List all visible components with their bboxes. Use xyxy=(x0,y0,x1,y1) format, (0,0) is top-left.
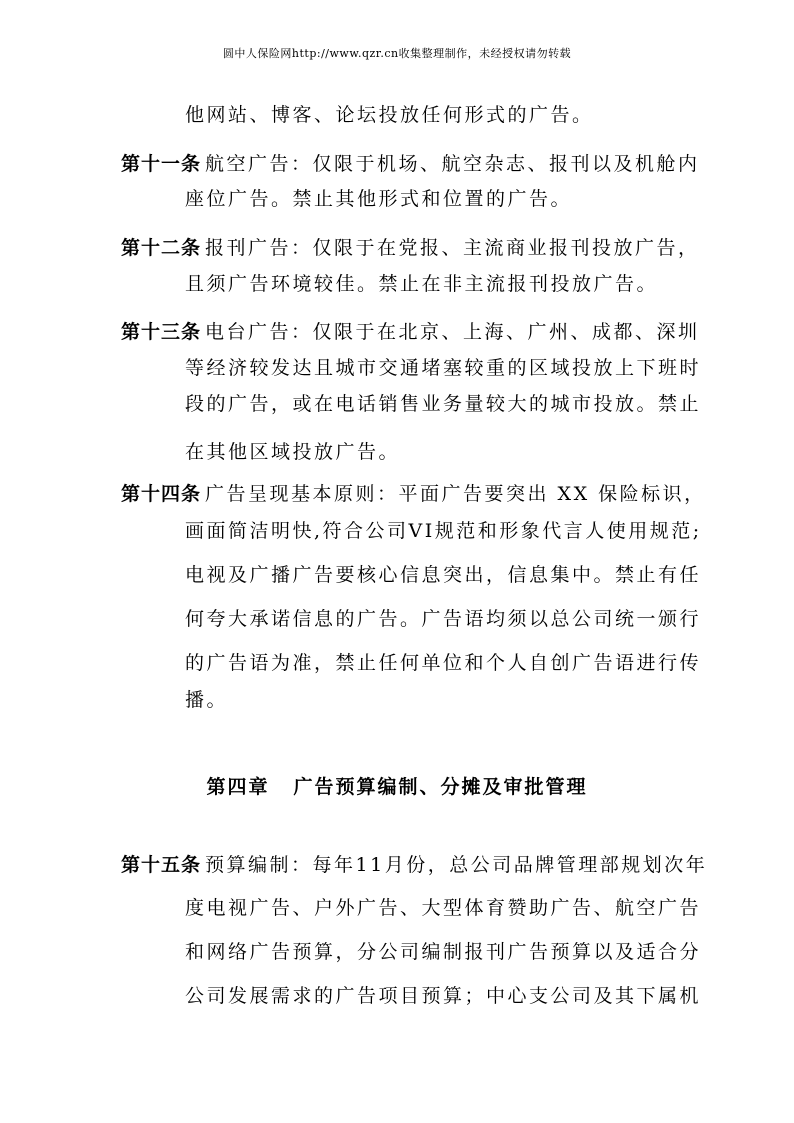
article-continuation-line xyxy=(185,440,400,464)
article-continuation-line xyxy=(185,356,701,380)
article-continuation-line xyxy=(185,896,701,920)
article-text: 在其他区域投放广告。 xyxy=(185,441,401,463)
article-continuation-line xyxy=(185,187,572,211)
article-text: 公司发展需求的广告项目预算；中心支公司及其下属机 xyxy=(185,985,702,1007)
article-text: 等经济较发达且城市交通堵塞较重的区域投放上下班时 xyxy=(185,357,702,379)
chapter-heading xyxy=(0,772,794,799)
article-number: 第十一条 xyxy=(121,153,202,175)
article-first-line xyxy=(121,320,700,344)
article-continuation-line xyxy=(185,272,658,296)
article-continuation-line xyxy=(185,392,701,416)
page-header: 圆中人保险网http://www.qzr.cn收集整理制作，未经授权请勿转载 xyxy=(222,47,572,60)
article-continuation-line xyxy=(185,940,701,964)
article-number: 第十三条 xyxy=(121,321,202,343)
article-text: 的广告语为准，禁止任何单位和个人自创广告语进行传 xyxy=(185,652,702,674)
article-continuation-line xyxy=(185,563,701,587)
article-text: 度电视广告、户外广告、大型体育赞助广告、航空广告 xyxy=(185,897,702,919)
article-text: 电视及广播广告要核心信息突出，信息集中。禁止有任 xyxy=(185,564,702,586)
article-first-line xyxy=(121,152,700,176)
article-continuation-line xyxy=(185,607,701,631)
article-text: 预算编制：每年11月份，总公司品牌管理部规划次年 xyxy=(205,854,708,876)
article-text: 播。 xyxy=(185,689,229,711)
article-continuation-line xyxy=(185,984,701,1008)
article-text: 电台广告：仅限于在北京、上海、广州、成都、深圳 xyxy=(205,321,700,343)
article-text: 和网络广告预算，分公司编制报刊广告预算以及适合分 xyxy=(185,941,702,963)
article-text: 广告呈现基本原则：平面广告要突出 XX 保险标识， xyxy=(205,483,706,505)
article-text: 他网站、博客、论坛投放任何形式的广告。 xyxy=(185,104,594,126)
article-text: 段的广告，或在电话销售业务量较大的城市投放。禁止 xyxy=(185,393,702,415)
article-first-line xyxy=(121,482,706,506)
article-number: 第十二条 xyxy=(121,237,202,259)
article-continuation-line xyxy=(185,103,594,127)
article-text: 座位广告。禁止其他形式和位置的广告。 xyxy=(185,188,573,210)
chapter-number: 第四章 xyxy=(206,776,270,798)
article-text: 航空广告：仅限于机场、航空杂志、报刊以及机舱内 xyxy=(205,153,700,175)
article-continuation-line xyxy=(185,688,228,712)
article-continuation-line xyxy=(185,651,701,675)
article-text: 何夸大承诺信息的广告。广告语均须以总公司统一颁行 xyxy=(185,608,702,630)
article-text: 画面简洁明快,符合公司VI规范和形象代言人使用规范; xyxy=(185,520,702,542)
article-text: 报刊广告：仅限于在党报、主流商业报刊投放广告， xyxy=(205,237,700,259)
chapter-title: 广告预算编制、分摊及审批管理 xyxy=(293,776,588,798)
article-text: 且须广告环境较佳。禁止在非主流报刊投放广告。 xyxy=(185,273,659,295)
article-continuation-line xyxy=(185,519,702,543)
article-number: 第十四条 xyxy=(121,483,202,505)
article-first-line xyxy=(121,853,707,877)
article-first-line xyxy=(121,236,700,260)
article-number: 第十五条 xyxy=(121,854,202,876)
